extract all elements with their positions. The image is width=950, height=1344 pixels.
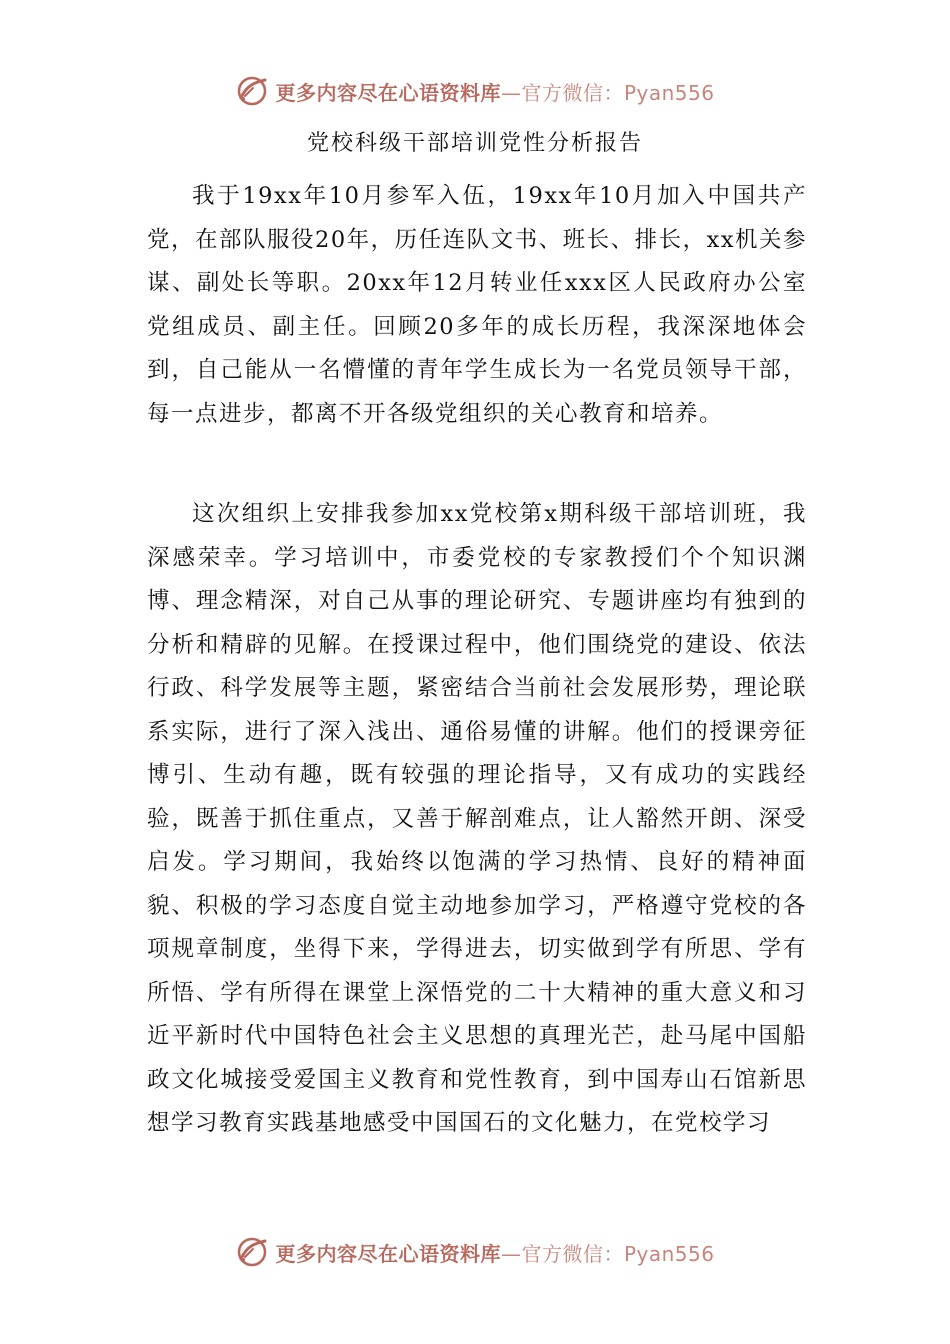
body-paragraph-1: 我于19xx年10月参军入伍，19xx年10月加入中国共产党，在部队服役20年，历任连队文书、班长、排长，xx机关参谋、副处长等职。20xx年12月转业任xxx区人民政府办公室党组成员、副主任。回顾20多年的成长历程，我深深地体会到，自己能从一名懵懂的青年学生成长为一名党员领导干部，每一点进步，都离不开各级党组织的关心教育和培养。 — [147, 183, 808, 427]
banner-text — [275, 77, 714, 106]
header-banner — [0, 71, 950, 111]
banner-bold-text: 更多内容尽在心语资料库 — [275, 80, 501, 105]
banner-text — [275, 1238, 714, 1267]
document-title: 党校科级干部培训党性分析报告 — [306, 131, 643, 156]
body-paragraph-2: 这次组织上安排我参加xx党校第x期科级干部培训班，我深感荣幸。学习培训中，市委党校的专家教授们个个知识渊博、理念精深，对自己从事的理论研究、专题讲座均有独到的分析和精辟的见解。在授课过程中，他们围绕党的建设、依法行政、科学发展等主题，紧密结合当前社会发展形势，理论联系实际，进行了深入浅出、通俗易懂的讲解。他们的授课旁征博引、生动有趣，既有较强的理论指导，又有成功的实践经验，既善于抓住重点，又善于解剖难点，让人豁然开朗、深受启发。学习期间，我始终以饱满的学习热情、良好的精神面貌、积极的学习态度自觉主动地参加学习，严格遵守党校的各项规章制度，坐得下来，学得进去，切实做到学有所思、学有所悟、学有所得在课堂上深悟党的二十大精神的重大意义和习近平新时代中国特色社会主义思想的真理光芒，赴马尾中国船政文化城接受爱国主义教育和党性教育，到中国寿山石馆新思想学习教育实践基地感受中国国石的文化魅力，在党校学习 — [147, 501, 807, 1136]
logo-icon — [235, 74, 269, 108]
footer-banner — [0, 1232, 950, 1272]
banner-contact-text: —官方微信：Pyan556 — [500, 80, 715, 105]
banner-bold-text: 更多内容尽在心语资料库 — [275, 1241, 501, 1266]
banner-contact-text: —官方微信：Pyan556 — [500, 1241, 715, 1266]
logo-icon — [235, 1235, 269, 1269]
